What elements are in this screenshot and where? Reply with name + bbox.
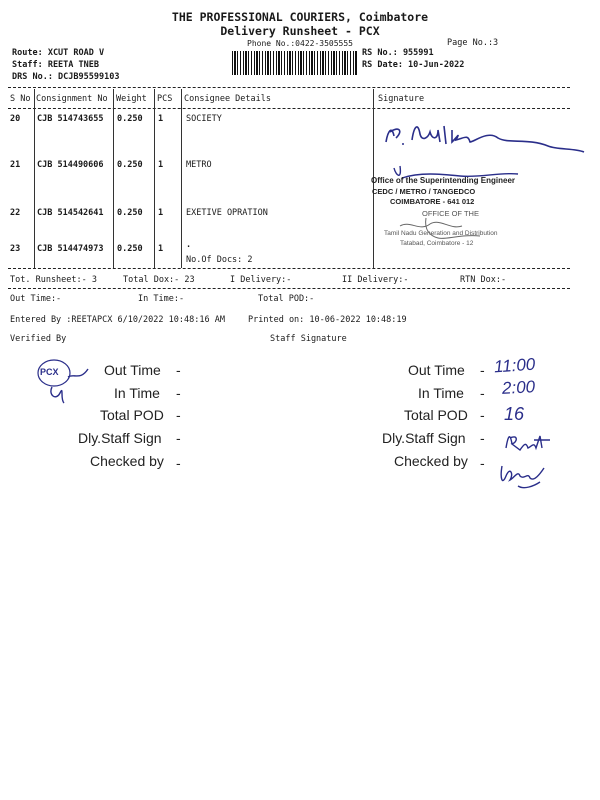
- handwritten-in-time: 2:00: [501, 377, 536, 398]
- col-divider: [34, 89, 35, 268]
- signature-row-20: [378, 112, 588, 162]
- row-pcs: 1: [158, 208, 164, 218]
- row-sno: 20: [10, 114, 21, 124]
- row-weight: 0.250: [117, 208, 143, 218]
- left-dash: -: [176, 385, 181, 401]
- row-sno: 23: [10, 244, 21, 254]
- pcx-initials: PCX: [40, 367, 59, 377]
- printed-on: Printed on: 10-06-2022 10:48:19: [248, 315, 407, 325]
- row-weight: 0.250: [117, 114, 143, 124]
- drs-number: DRS No.: DCJB95599103: [12, 72, 120, 82]
- row-consignment: CJB 514542641: [37, 208, 104, 218]
- verified-by: Verified By: [10, 334, 67, 344]
- col-header-consignee: Consignee Details: [184, 94, 271, 104]
- company-name: THE PROFESSIONAL COURIERS, Coimbatore: [171, 10, 429, 24]
- right-checked-by: Checked by: [394, 453, 468, 469]
- row-consignment: CJB 514490606: [37, 160, 104, 170]
- entered-by: Entered By :REETAPCX 6/10/2022 10:48:16 AM: [10, 315, 225, 325]
- page-number: Page No.:3: [447, 38, 499, 48]
- left-dash: -: [176, 430, 181, 446]
- divider-totals: [8, 288, 570, 289]
- stamp-line-6: Tatabad, Coimbatore - 12: [400, 240, 474, 247]
- right-dash: -: [480, 430, 485, 446]
- handwritten-out-time: 11:00: [493, 354, 536, 377]
- left-checked-by: Checked by: [90, 453, 164, 469]
- stamp-line-3: COIMBATORE - 641 012: [390, 197, 475, 206]
- stamp-line-2: CEDC / METRO / TANGEDCO: [372, 187, 476, 196]
- col-divider: [154, 89, 155, 268]
- in-time-print: In Time:-: [138, 294, 185, 304]
- right-dash: -: [480, 385, 485, 401]
- row-consignment: CJB 514474973: [37, 244, 104, 254]
- row-pcs: 1: [158, 160, 164, 170]
- row-weight: 0.250: [117, 160, 143, 170]
- right-out-time: Out Time: [408, 362, 465, 378]
- col-header-signature: Signature: [378, 94, 425, 104]
- right-dly-staff-sign: Dly.Staff Sign: [382, 430, 466, 446]
- row-weight: 0.250: [117, 244, 143, 254]
- col-header-consignment: Consignment No: [36, 94, 108, 104]
- left-dly-staff-sign: Dly.Staff Sign: [78, 430, 162, 446]
- row-pcs: 1: [158, 244, 164, 254]
- right-in-time: In Time: [418, 385, 464, 401]
- col-divider: [113, 89, 114, 268]
- barcode: [232, 51, 358, 75]
- ii-delivery: II Delivery:-: [342, 275, 409, 285]
- stamp-scribble: [390, 214, 510, 244]
- col-divider: [181, 89, 182, 268]
- row-consignment: CJB 514743655: [37, 114, 104, 124]
- pcx-initial-stamp: [30, 355, 100, 407]
- col-header-pcs: PCS: [157, 94, 173, 104]
- tot-runsheet: Tot. Runsheet:- 3: [10, 275, 97, 285]
- document-title: Delivery Runsheet - PCX: [220, 24, 380, 38]
- staff-signature-label: Staff Signature: [270, 334, 347, 344]
- staff: Staff: REETA TNEB: [12, 60, 99, 70]
- phone-number: Phone No.:0422-3505555: [247, 39, 353, 48]
- col-header-sno: S No: [10, 94, 31, 104]
- stamp-line-4: OFFICE OF THE: [422, 209, 479, 218]
- row-sno: 22: [10, 208, 21, 218]
- row-consignee: METRO: [186, 160, 212, 170]
- checked-by-signature: [494, 456, 554, 496]
- row-consignee: SOCIETY: [186, 114, 222, 124]
- stamp-line-5: Tamil Nadu Generation and Distribution: [384, 230, 498, 237]
- right-dash: -: [480, 407, 485, 423]
- total-pod-print: Total POD:-: [258, 294, 315, 304]
- out-time-print: Out Time:-: [10, 294, 62, 304]
- no-of-docs: No.Of Docs: 2: [186, 255, 253, 265]
- left-out-time: Out Time: [104, 362, 161, 378]
- dly-staff-signature: [500, 428, 570, 454]
- left-dash: -: [176, 362, 181, 378]
- right-dash: -: [480, 455, 485, 471]
- divider-header: [8, 108, 570, 109]
- right-dash: -: [480, 362, 485, 378]
- divider-table-bottom: [8, 268, 570, 269]
- stamp-line-1: Office of the Superintending Engineer: [371, 176, 516, 185]
- row-sno: 21: [10, 160, 21, 170]
- handwritten-total-pod: 16: [504, 404, 525, 424]
- right-total-pod: Total POD: [404, 407, 468, 423]
- left-in-time: In Time: [114, 385, 160, 401]
- i-delivery: I Delivery:-: [230, 275, 292, 285]
- rs-number: RS No.: 955991: [362, 48, 434, 58]
- row-pcs: 1: [158, 114, 164, 124]
- row-consignee: EXETIVE OPRATION: [186, 208, 268, 218]
- total-dox: Total Dox:- 23: [123, 275, 195, 285]
- divider-top: [8, 87, 570, 88]
- left-dash: -: [176, 407, 181, 423]
- route: Route: XCUT ROAD V: [12, 48, 105, 58]
- row-consignee: .: [186, 240, 192, 250]
- left-dash: -: [176, 455, 181, 471]
- rtn-dox: RTN Dox:-: [460, 275, 507, 285]
- rs-date: RS Date: 10-Jun-2022: [362, 60, 465, 70]
- left-total-pod: Total POD: [100, 407, 164, 423]
- col-header-weight: Weight: [116, 94, 147, 104]
